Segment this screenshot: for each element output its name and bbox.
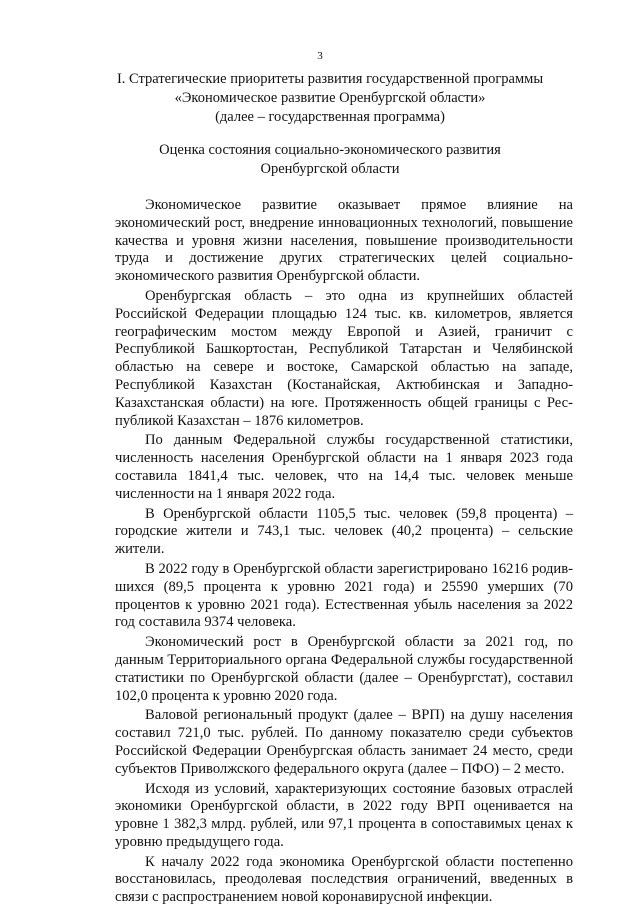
paragraph: Экономическое развитие оказывает прямое влияние на экономический рост, внедрение инновационных технологий, повышение качества и уровня жизни населения, повышение производительности труда и достижение других стратегических целей социально-экономического развития Оренбургской области. [115, 197, 573, 285]
body-text [115, 197, 573, 907]
section-heading [110, 70, 550, 127]
paragraph: К началу 2022 года экономика Оренбургской области постепенно восстановилась, преодолевая последствия ограничений, введенных в связи с распространением новой коронавирусной инфекции. [115, 853, 573, 906]
paragraph: Оренбургская область – это одна из крупнейших областей Российской Федерации площадью 124 тыс. кв. километров, является географическим мостом между Европой и Азией, граничит с Республикой Башкортостан, Республикой Татарстан и Челябинской областью на севере и востоке, Самарской областью на западе, Республикой Казахстан (Костанайская, Актюбинская и Западно-Казахстанская области) на юге. Протяженность общей границы с Республикой Казахстан – 1876 километров. [115, 287, 573, 429]
section-heading-line-1: I. Стратегические приоритеты развития государственной программы [116, 71, 544, 87]
paragraph: В 2022 году в Оренбургской области зарегистрировано 16216 родившихся (89,5 процента к уровню 2021 года) и 25590 умерших (70 процентов к уровню 2021 года). Естественная убыль населения за 2022 год составила 9374 человека. [115, 560, 573, 631]
paragraph: Исходя из условий, характеризующих состояние базовых отраслей экономики Оренбургской области, в 2022 году ВРП оценивается на уровне 1 382,3 млрд. рублей, или 97,1 процента в сопоставимых ценах к уровню предыдущего года. [115, 780, 573, 850]
paragraph: В Оренбургской области 1105,5 тыс. человек (59,8 процента) – городские жители и 743,1 тыс. человек (40,2 процента) – сельские жители. [115, 505, 573, 558]
subheading-line-2: Оренбургской области [260, 161, 400, 177]
paragraph: По данным Федеральной службы государственной статистики, численность населения Оренбургской области на 1 января 2023 года составила 1841,4 тыс. человек, что на 14,4 тыс. человек меньше численности на 1 января 2022 года. [115, 432, 573, 502]
section-heading-line-3: (далее – государственная программа) [215, 109, 445, 125]
paragraph: Экономический рост в Оренбургской области за 2021 год, по данным Территориального органа Федеральной службы государственной статистики по Оренбургской области (далее – Оренбургстат), составил 102,0 процента к уровню 2020 года. [115, 634, 573, 704]
page-number: 3 [317, 50, 323, 62]
paragraph: Валовой региональный продукт (далее – ВРП) на душу населения составил 721,0 тыс. рублей. По данному показателю среди субъектов Российской Федерации Оренбургская область занимает 24 место, среди субъектов Приволжского федерального округа (далее – ПФО) – 2 место. [115, 707, 573, 777]
section-heading-line-2: «Экономическое развитие Оренбургской области» [174, 90, 486, 106]
subheading [110, 141, 550, 179]
subheading-line-1: Оценка состояния социально-экономического развития [159, 142, 501, 158]
